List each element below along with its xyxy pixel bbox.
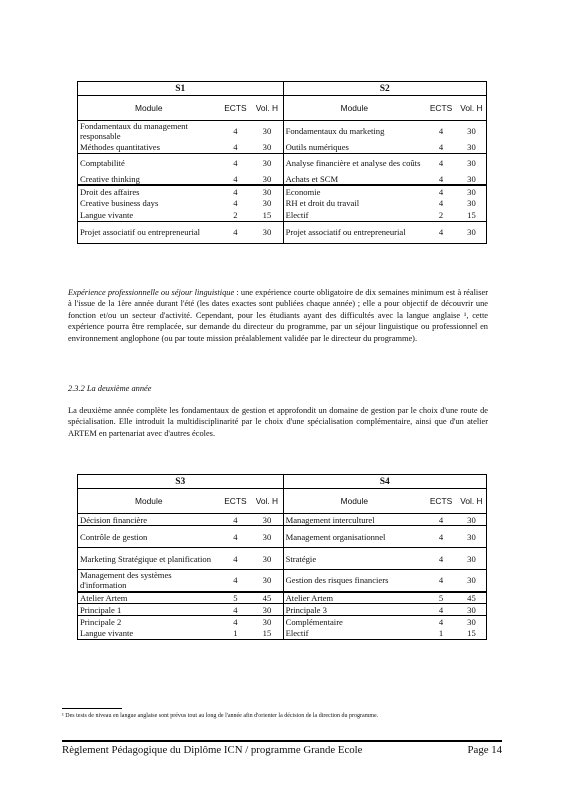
footer-title: Règlement Pédagogique du Diplôme ICN / programme Grande Ecole xyxy=(62,744,363,756)
col-header-module: Module xyxy=(78,96,220,121)
module-cell: Marketing Stratégique et planification xyxy=(78,548,220,570)
ects-cell: 4 xyxy=(233,173,238,184)
experience-text: : une expérience courte obligatoire de dix semaines minimum est à réaliser à l'issue de la 1ère année durant l'été (les dates exactes sont publiées chaque année) ; elle a pour objectif de découvrir une fonction et/ou un secteur d'activité. Cependant, pour les étudiants ayant des difficultés avec la langue anglaise ¹, cette expérience pourra être remplacée, sur demande du directeur du programme, par un séjour linguistique ou professionnel en environnement anglophone (ou par toute mission préalablement validée par le directeur du programme). xyxy=(68,288,488,343)
table-row xyxy=(78,616,487,628)
ects-cell: 4 xyxy=(220,526,252,548)
module-cell: Outils numériques xyxy=(283,141,425,153)
experience-paragraph xyxy=(68,287,488,344)
module-cell: Complémentaire xyxy=(283,616,425,628)
page-number: Page 14 xyxy=(467,744,502,756)
col-header-vol: Vol. H xyxy=(457,96,487,121)
volume-cell: 30 xyxy=(457,141,487,153)
volume-cell: 30 xyxy=(457,153,487,173)
module-cell: Stratégie xyxy=(283,548,425,570)
ects-cell: 4 xyxy=(438,141,444,152)
volume-cell: 30 xyxy=(457,548,487,570)
table-row xyxy=(78,628,487,640)
module-cell: Comptabilité xyxy=(78,153,220,173)
col-header-ects: ECTS xyxy=(220,96,252,121)
volume-cell: 45 xyxy=(251,592,283,604)
module-cell: Projet associatif ou entrepreneurial xyxy=(283,221,425,243)
table-row xyxy=(78,121,487,142)
module-cell: Economie xyxy=(283,185,425,197)
volume-cell: 30 xyxy=(251,570,283,592)
ects-cell: 4 xyxy=(438,173,444,184)
volume-cell: 30 xyxy=(457,514,487,526)
volume-cell: 30 xyxy=(251,616,283,628)
ects-cell: 4 xyxy=(233,198,238,208)
volume-cell: 30 xyxy=(251,221,283,243)
ects-cell: 4 xyxy=(220,153,252,173)
volume-cell: 30 xyxy=(262,198,272,208)
semester-label-right: S4 xyxy=(283,475,486,489)
col-header-ects: ECTS xyxy=(425,489,457,514)
volume-cell: 15 xyxy=(457,628,487,640)
table-row xyxy=(78,141,487,153)
col-header-module: Module xyxy=(283,489,425,514)
ects-cell: 2 xyxy=(233,209,238,220)
module-cell: Décision financière xyxy=(78,514,220,526)
volume-cell: 30 xyxy=(251,153,283,173)
volume-cell: 30 xyxy=(457,221,487,243)
module-cell: Atelier Artem xyxy=(283,592,425,604)
module-cell: Fondamentaux du management responsable xyxy=(78,121,220,142)
module-cell: Electif xyxy=(283,628,425,640)
experience-lead: Expérience professionnelle ou séjour linguistique xyxy=(68,288,235,297)
module-cell: Fondamentaux du marketing xyxy=(283,121,425,142)
module-cell: RH et droit du travail xyxy=(283,197,425,209)
module-cell: Méthodes quantitatives xyxy=(78,141,220,153)
module-cell: Electif xyxy=(283,209,425,221)
module-cell: Langue vivante xyxy=(78,628,220,640)
ects-cell: 4 xyxy=(425,526,457,548)
col-header-module: Module xyxy=(283,96,425,121)
volume-cell: 30 xyxy=(457,121,487,142)
semester-table-s1-s2 xyxy=(77,81,487,244)
module-cell: Management des systèmes d'information xyxy=(78,570,220,592)
ects-cell: 4 xyxy=(438,198,444,208)
ects-cell: 4 xyxy=(220,121,252,142)
module-cell: Contrôle de gestion xyxy=(78,526,220,548)
table-row xyxy=(78,173,487,185)
volume-cell: 30 xyxy=(251,121,283,142)
ects-cell: 4 xyxy=(220,604,252,616)
volume-cell: 30 xyxy=(457,197,487,209)
volume-cell: 30 xyxy=(457,526,487,548)
ects-cell: 1 xyxy=(425,628,457,640)
semester-table-s3-s4 xyxy=(77,474,487,640)
module-cell: Creative thinking xyxy=(78,173,220,185)
volume-cell: 30 xyxy=(457,616,487,628)
module-cell: Creative business days xyxy=(78,197,220,209)
ects-cell: 4 xyxy=(425,548,457,570)
ects-cell: 4 xyxy=(425,570,457,592)
ects-cell: 2 xyxy=(438,209,444,220)
col-header-vol: Vol. H xyxy=(251,96,283,121)
module-cell: Principale 3 xyxy=(283,604,425,616)
volume-cell: 15 xyxy=(262,209,272,220)
module-cell: Management interculturel xyxy=(283,514,425,526)
volume-cell: 30 xyxy=(251,604,283,616)
volume-cell: 30 xyxy=(262,173,272,184)
col-header-vol: Vol. H xyxy=(457,489,487,514)
module-cell: Gestion des risques financiers xyxy=(283,570,425,592)
ects-cell: 4 xyxy=(220,616,252,628)
semester-label-right: S2 xyxy=(283,82,486,96)
ects-cell: 4 xyxy=(220,570,252,592)
module-cell: Principale 1 xyxy=(78,604,220,616)
ects-cell: 4 xyxy=(425,514,457,526)
volume-cell: 30 xyxy=(251,185,283,197)
volume-cell: 30 xyxy=(262,141,272,152)
ects-cell: 5 xyxy=(220,592,252,604)
table-row xyxy=(78,604,487,616)
col-header-vol: Vol. H xyxy=(251,489,283,514)
ects-cell: 4 xyxy=(220,185,252,197)
col-header-ects: ECTS xyxy=(220,489,252,514)
ects-cell: 4 xyxy=(425,121,457,142)
semester-label-left: S3 xyxy=(78,475,284,489)
ects-cell: 4 xyxy=(425,604,457,616)
col-header-ects: ECTS xyxy=(425,96,457,121)
volume-cell: 30 xyxy=(457,570,487,592)
volume-cell: 30 xyxy=(251,548,283,570)
volume-cell: 30 xyxy=(251,526,283,548)
volume-cell: 30 xyxy=(251,514,283,526)
table-row xyxy=(78,153,487,173)
table-row xyxy=(78,570,487,592)
footnote: ¹ Des tests de niveau en langue anglaise sont prévus tout au long de l'année afin d'orienter la décision de la direction du programme. xyxy=(62,713,379,719)
volume-cell: 30 xyxy=(457,185,487,197)
table1-body xyxy=(78,121,487,244)
ects-cell: 4 xyxy=(233,141,238,152)
ects-cell: 4 xyxy=(425,185,457,197)
volume-cell: 45 xyxy=(457,592,487,604)
module-cell: Management organisationnel xyxy=(283,526,425,548)
module-cell: Analyse financière et analyse des coûts xyxy=(283,153,425,173)
section-heading: 2.3.2 La deuxième année xyxy=(68,384,152,393)
footnote-divider xyxy=(62,708,122,709)
table-row xyxy=(78,514,487,526)
table-row xyxy=(78,221,487,243)
col-header-module: Module xyxy=(78,489,220,514)
table-row xyxy=(78,548,487,570)
table-row xyxy=(78,526,487,548)
volume-cell: 30 xyxy=(457,173,487,185)
volume-cell: 30 xyxy=(457,604,487,616)
ects-cell: 4 xyxy=(425,221,457,243)
module-cell: Atelier Artem xyxy=(78,592,220,604)
table2-body xyxy=(78,514,487,640)
table-row xyxy=(78,197,487,209)
module-cell: Principale 2 xyxy=(78,616,220,628)
second-year-paragraph: La deuxième année complète les fondamentaux de gestion et approfondit un domaine de gestion par le choix d'une route de spécialisation. Elle introduit la multidisciplinarité par le choix d'une spécialisation complémentaire, ainsi que d'un atelier ARTEM en partenariat avec d'autres écoles. xyxy=(68,406,488,438)
page-footer xyxy=(62,740,502,756)
table-row xyxy=(78,209,487,221)
module-cell: Droit des affaires xyxy=(78,185,220,197)
ects-cell: 1 xyxy=(220,628,252,640)
ects-cell: 5 xyxy=(425,592,457,604)
table-row xyxy=(78,185,487,197)
module-cell: Projet associatif ou entrepreneurial xyxy=(78,221,220,243)
ects-cell: 4 xyxy=(220,548,252,570)
ects-cell: 4 xyxy=(425,153,457,173)
ects-cell: 4 xyxy=(220,514,252,526)
table-row xyxy=(78,592,487,604)
volume-cell: 15 xyxy=(457,209,487,221)
ects-cell: 4 xyxy=(425,616,457,628)
module-cell: Achats et SCM xyxy=(283,173,425,185)
ects-cell: 4 xyxy=(220,221,252,243)
module-cell: Langue vivante xyxy=(78,209,220,221)
semester-label-left: S1 xyxy=(78,82,284,96)
volume-cell: 15 xyxy=(251,628,283,640)
